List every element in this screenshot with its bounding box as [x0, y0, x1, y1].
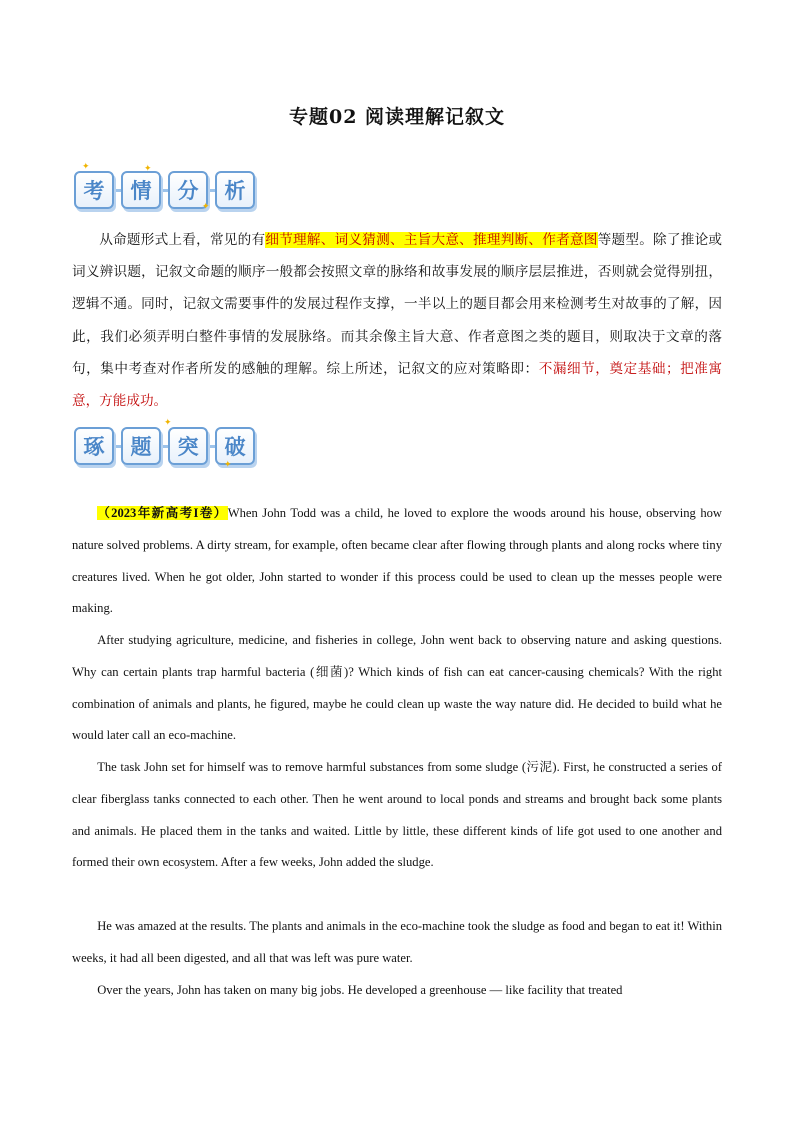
section-header-analysis: [74, 162, 262, 212]
page-title: 专题02 阅读理解记叙文: [288, 106, 506, 128]
sparkle-icon: ✦: [144, 164, 152, 174]
sparkle-icon: ✦: [164, 418, 172, 428]
passage-paragraph: [72, 625, 722, 752]
section-header-practice: [74, 418, 262, 470]
header-tile: 分: [168, 171, 208, 209]
header-tile: 情: [121, 171, 161, 209]
header-tile: 考: [74, 171, 114, 209]
analysis-text: 从命题形式上看，常见的有: [99, 232, 266, 248]
question-types-highlight: 细节理解、词义猜测、主旨大意、推理判断、作者意图: [265, 232, 598, 248]
passage-text: When John Todd was a child, he loved to explore the woods around his house, observing how nature solved problems. A dirty stream, for example, often became clear after flowing through plants and along rocks where tiny creatures lived. When he got older, John started to wonder if this process could be used to clean up the messes people were making.: [72, 506, 723, 616]
strategy-text: 不漏细节，奠定基础；把准寓意，方能成功。: [72, 360, 723, 410]
passage-text: He was amazed at the results. The plants and animals in the eco-machine took the sludge as food and began to eat it! Within weeks, it had all been digested, and all that was left was pure water.: [72, 919, 722, 965]
source-label: （2023年新高考I卷）: [97, 506, 228, 520]
passage-paragraph: [72, 975, 722, 1007]
passage-paragraph: [72, 498, 722, 625]
sparkle-icon: ✦: [202, 202, 210, 212]
header-tile: 突: [168, 427, 208, 465]
sparkle-icon: ✦: [82, 162, 90, 172]
header-tile: 琢: [74, 427, 114, 465]
header-tile: 题: [121, 427, 161, 465]
sparkle-icon: ✦: [224, 460, 232, 470]
passage-paragraph: [72, 911, 722, 975]
header-tile: 破: [215, 427, 255, 465]
header-tile: 析: [215, 171, 255, 209]
passage-paragraph: [72, 752, 722, 879]
passage-text: Over the years, John has taken on many big jobs. He developed a greenhouse — like facility that treated: [97, 983, 623, 997]
analysis-paragraph: [72, 224, 722, 417]
analysis-text: 等题型。除了推论或词义辨识题，记叙文命题的顺序一般都会按照文章的脉络和故事发展的顺序层层推进，否则就会觉得别扭，逻辑不通。同时，记叙文需要事件的发展过程作支撑，一半以上的题目都会用来检测考生对故事的了解，因此，我们必须弄明白整件事情的发展脉络。而其余像主旨大意、作者意图之类的题目，则取决于文章的落句，集中考查对作者所发的感触的理解。综上所述，记叙文的应对策略即：: [72, 232, 723, 377]
passage-text: After studying agriculture, medicine, and fisheries in college, John went back to observing nature and asking questions. Why can certain plants trap harmful bacteria (细菌)? Which kinds of fish can eat cancer-causing chemicals? With the right combination of animals and plants, he figured, maybe he could clean up waste the way nature did. He decided to build what he would later call an eco-machine.: [72, 633, 722, 743]
passage-text: The task John set for himself was to remove harmful substances from some sludge (污泥). First, he constructed a series of clear fiberglass tanks connected to each other. Then he went around to local ponds and streams and brought back some plants and animals. He placed them in the tanks and waited. Little by little, these different kinds of life got used to one another and formed their own ecosystem. After a few weeks, John added the sludge.: [72, 760, 722, 870]
